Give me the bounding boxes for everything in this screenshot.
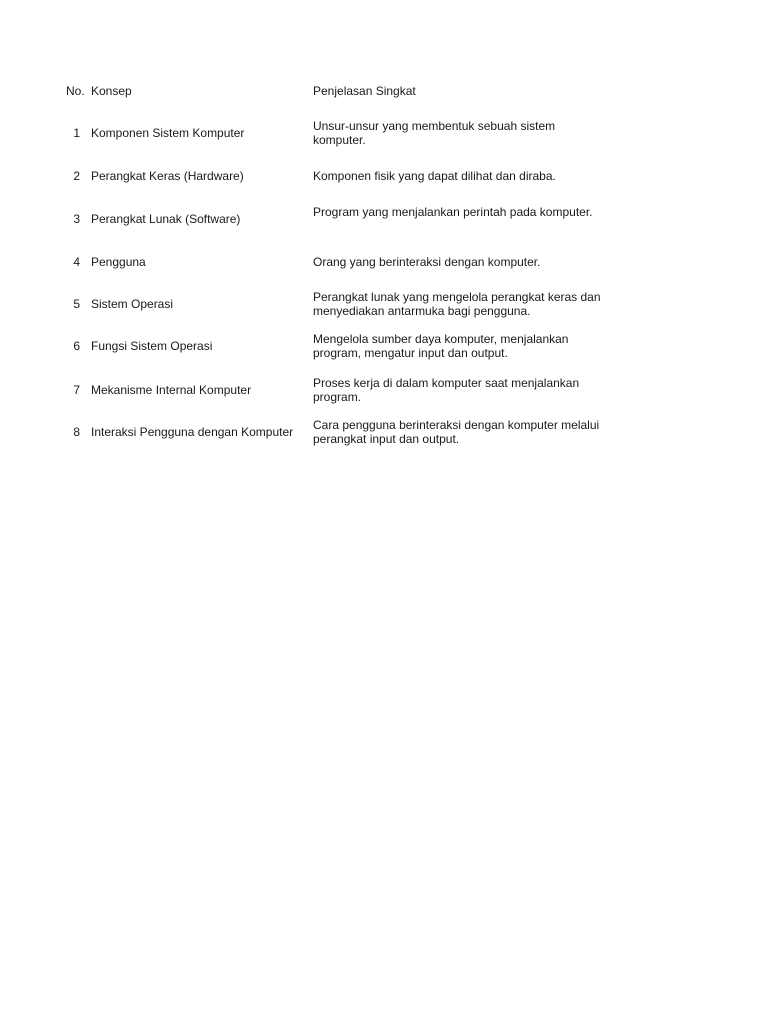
row-number: 2 [73,169,80,183]
row-penjelasan: Proses kerja di dalam komputer saat menjalankan program. [313,376,580,404]
row-number: 5 [73,297,80,311]
row-penjelasan: Orang yang berinteraksi dengan komputer. [313,255,541,269]
row-konsep: Sistem Operasi [91,297,174,311]
header-penjelasan: Penjelasan Singkat [313,84,416,98]
row-konsep: Perangkat Keras (Hardware) [91,169,244,183]
row-konsep: Komponen Sistem Komputer [91,126,245,140]
row-penjelasan: Mengelola sumber daya komputer, menjalankan program, mengatur input dan output. [313,332,569,360]
row-konsep: Mekanisme Internal Komputer [91,383,252,397]
row-penjelasan: Program yang menjalankan perintah pada komputer. [313,205,593,219]
row-number: 6 [73,339,80,353]
row-konsep: Perangkat Lunak (Software) [91,212,241,226]
row-konsep: Fungsi Sistem Operasi [91,339,213,353]
row-konsep: Pengguna [91,255,146,269]
header-konsep: Konsep [91,84,132,98]
row-number: 1 [73,126,80,140]
row-penjelasan: Perangkat lunak yang mengelola perangkat keras dan menyediakan antarmuka bagi pengguna. [313,290,601,318]
row-number: 7 [73,383,80,397]
row-konsep: Interaksi Pengguna dengan Komputer [91,425,294,439]
row-number: 8 [73,425,80,439]
row-penjelasan: Komponen fisik yang dapat dilihat dan diraba. [313,169,556,183]
row-penjelasan: Unsur-unsur yang membentuk sebuah sistem komputer. [313,119,556,147]
row-number: 3 [73,212,80,226]
row-number: 4 [73,255,80,269]
row-penjelasan: Cara pengguna berinteraksi dengan komputer melalui perangkat input dan output. [313,418,600,446]
header-no: No. [66,84,85,98]
